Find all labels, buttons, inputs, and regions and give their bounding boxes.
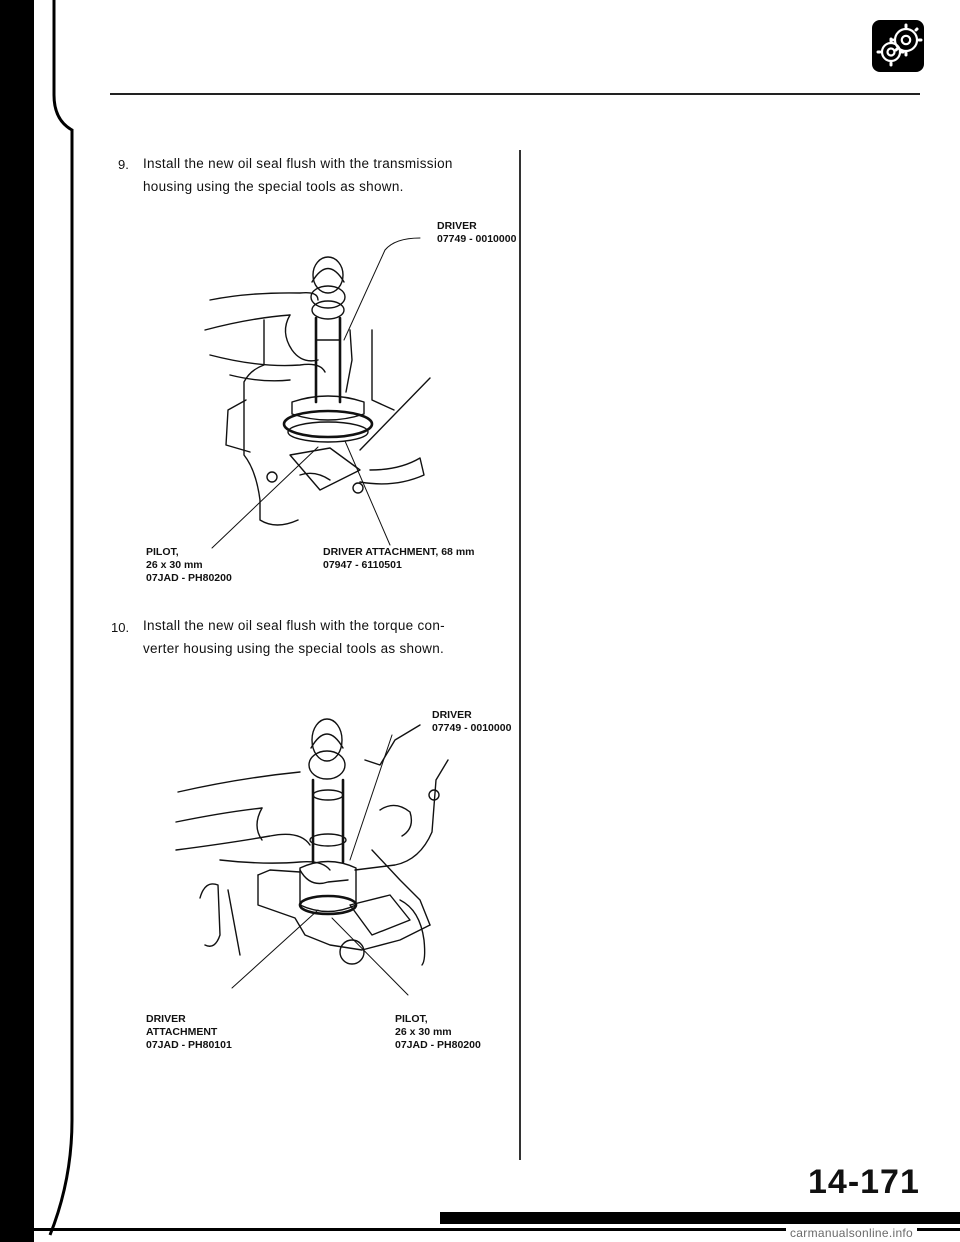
binding-curve [20,0,80,1242]
figure-2-illustration [160,690,490,1020]
step-9-number: 9. [118,157,129,172]
fig2-pilot-part: 07JAD - PH80200 [395,1039,481,1051]
fig2-driver-part: 07749 - 0010000 [432,722,512,734]
step-10-line-1: Install the new oil seal flush with the torque con- [143,618,445,633]
fig1-attachment-part: 07947 - 6110501 [323,559,402,571]
fig2-attachment-line-2: ATTACHMENT [146,1026,218,1038]
fig1-pilot-name: PILOT, [146,546,179,558]
step-10-text [143,614,503,660]
step-9-line-2: housing using the special tools as shown. [143,179,404,194]
fig1-pilot-part: 07JAD - PH80200 [146,572,232,584]
fig2-pilot-label [395,1013,481,1052]
fig1-driver-part: 07749 - 0010000 [437,233,517,245]
fig2-attachment-part: 07JAD - PH80101 [146,1039,232,1051]
watermark: carmanualsonline.info [786,1226,917,1240]
fig1-pilot-label [146,546,232,585]
step-9-line-1: Install the new oil seal flush with the transmission [143,156,453,171]
page-number: 14-171 [808,1163,920,1201]
fig2-attachment-label [146,1013,232,1052]
fig2-pilot-name: PILOT, [395,1013,428,1025]
section-badge [872,20,924,72]
header-rule [110,93,920,95]
fig2-driver-label [432,709,511,735]
step-9-text [143,152,503,198]
figure-1-illustration [160,200,520,580]
fig2-attachment-line-1: DRIVER [146,1013,186,1025]
gear-icon [872,20,924,72]
step-10-number: 10. [111,620,130,635]
fig1-driver-label [437,220,516,246]
fig1-attachment-name: DRIVER ATTACHMENT, 68 mm [323,546,475,558]
bottom-band [440,1212,960,1224]
fig1-attachment-label [323,546,475,572]
step-10-line-2: verter housing using the special tools as shown. [143,641,445,656]
fig2-pilot-size: 26 x 30 mm [395,1026,452,1038]
fig1-driver-name: DRIVER [437,220,477,232]
fig1-pilot-size: 26 x 30 mm [146,559,203,571]
fig2-driver-name: DRIVER [432,709,472,721]
